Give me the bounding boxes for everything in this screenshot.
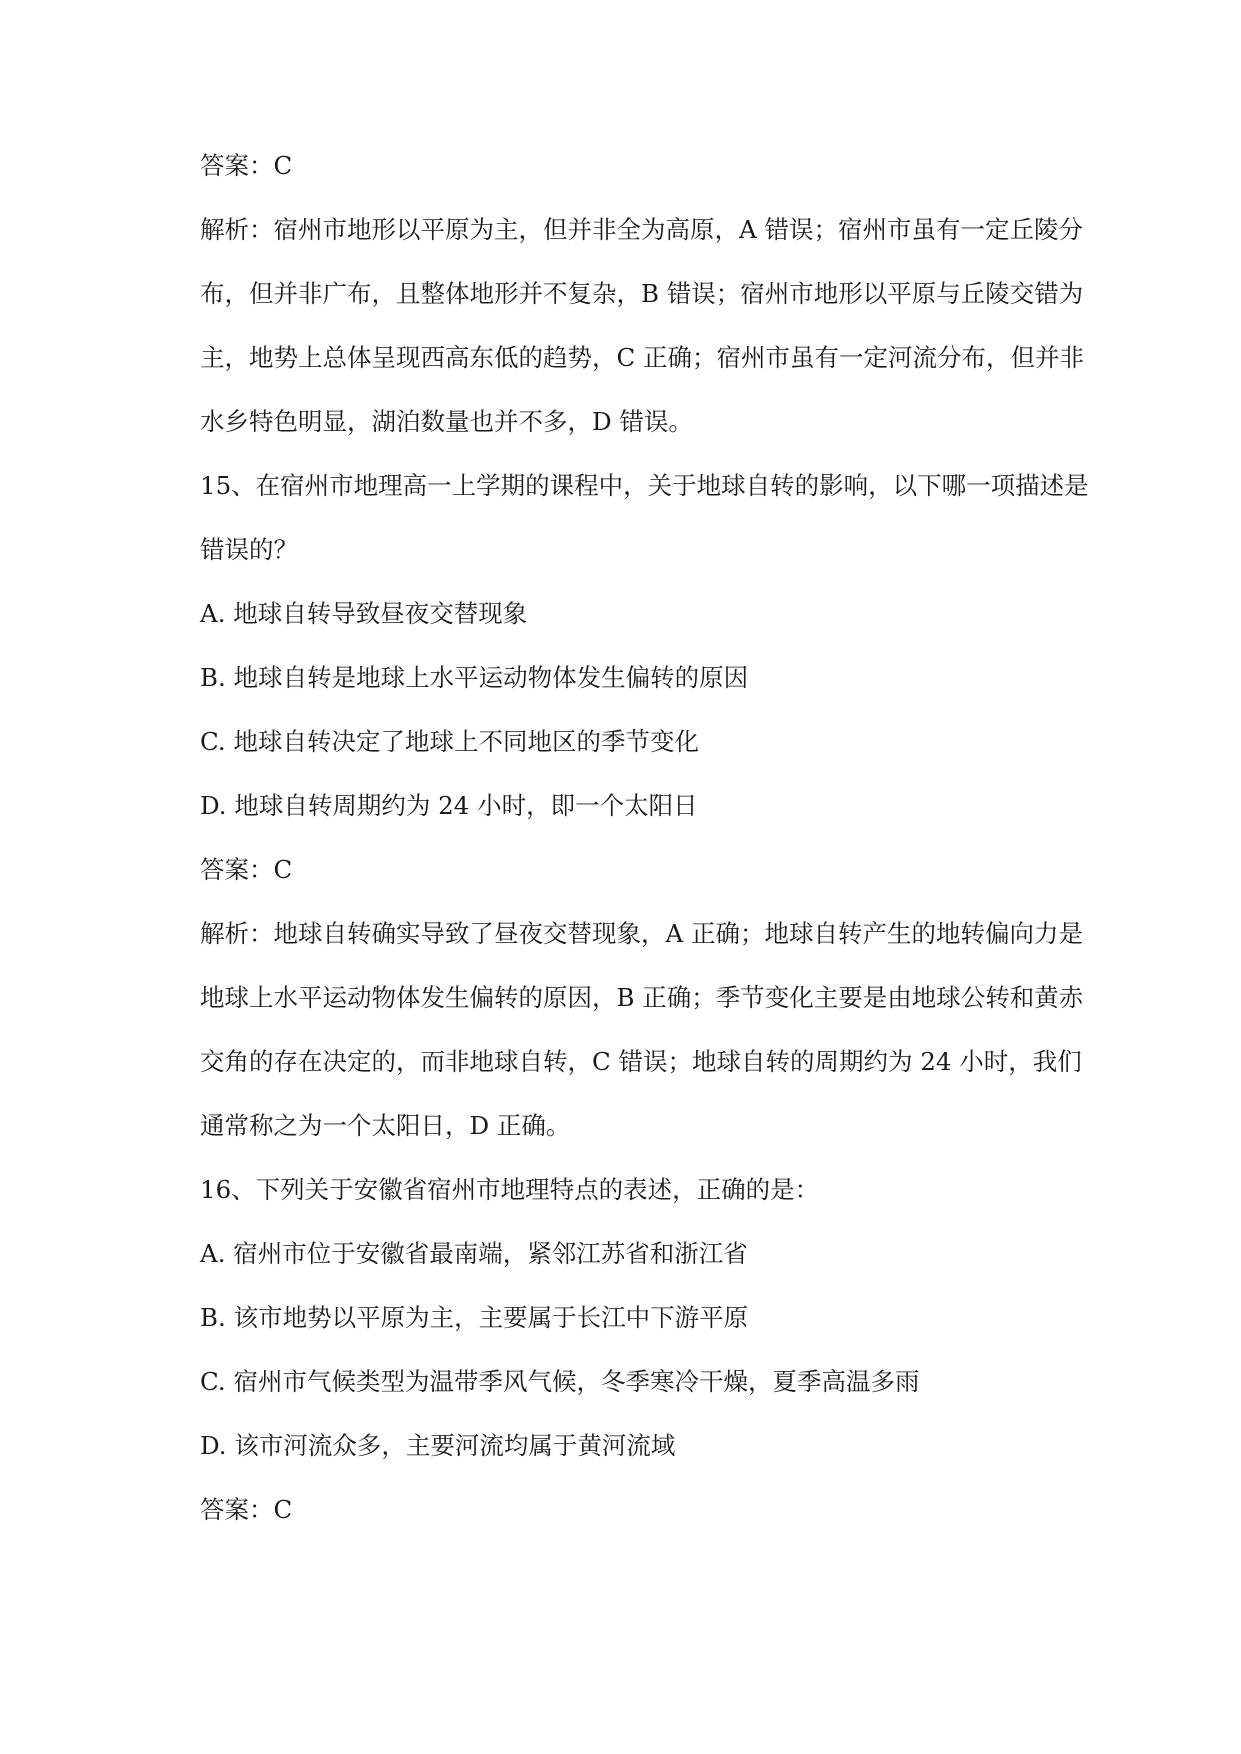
q15-analysis [200, 902, 1085, 1158]
q15-analysis-line: 通常称之为一个太阳日，D 正确。 [200, 1111, 571, 1140]
document-page [200, 134, 1089, 1542]
q14-analysis-line: 解析：宿州市地形以平原为主，但并非全为高原，A 错误；宿州市虽有一定丘陵分 [200, 215, 1083, 244]
q14-analysis-line: 水乡特色明显，湖泊数量也并不多，D 错误。 [200, 407, 693, 436]
q16-option-d: D. 该市河流众多，主要河流均属于黄河流域 [200, 1431, 676, 1460]
q15-option-d: D. 地球自转周期约为 24 小时，即一个太阳日 [200, 791, 698, 820]
q16-options [200, 1222, 1085, 1478]
q15-answer: 答案：C [200, 855, 293, 884]
q14-answer: 答案：C [200, 151, 293, 180]
q15-option-b: B. 地球自转是地球上水平运动物体发生偏转的原因 [200, 663, 749, 692]
q15-option-a: A. 地球自转导致昼夜交替现象 [200, 599, 528, 628]
q15-question-line: 15、在宿州市地理高一上学期的课程中，关于地球自转的影响，以下哪一项描述是 [200, 471, 1089, 500]
q15-analysis-line: 地球上水平运动物体发生偏转的原因，B 正确；季节变化主要是由地球公转和黄赤 [200, 983, 1084, 1012]
q16-option-a: A. 宿州市位于安徽省最南端，紧邻江苏省和浙江省 [200, 1239, 748, 1268]
q16-option-c: C. 宿州市气候类型为温带季风气候，冬季寒冷干燥，夏季高温多雨 [200, 1367, 920, 1396]
q15-question [200, 454, 1089, 582]
q15-option-c: C. 地球自转决定了地球上不同地区的季节变化 [200, 727, 699, 756]
q16-option-b: B. 该市地势以平原为主，主要属于长江中下游平原 [200, 1303, 749, 1332]
q14-analysis-line: 主，地势上总体呈现西高东低的趋势，C 正确；宿州市虽有一定河流分布，但并非 [200, 343, 1085, 372]
q14-analysis-line: 布，但并非广布，且整体地形并不复杂，B 错误；宿州市地形以平原与丘陵交错为 [200, 279, 1084, 308]
q16-answer: 答案：C [200, 1495, 293, 1524]
q15-analysis-line: 解析：地球自转确实导致了昼夜交替现象，A 正确；地球自转产生的地转偏向力是 [200, 919, 1083, 948]
q15-options [200, 582, 1085, 838]
q15-question-line: 错误的？ [200, 535, 298, 564]
q15-analysis-line: 交角的存在决定的，而非地球自转，C 错误；地球自转的周期约为 24 小时，我们 [200, 1047, 1082, 1076]
q14-analysis [200, 198, 1085, 454]
q16-question: 16、下列关于安徽省宿州市地理特点的表述，正确的是： [200, 1175, 820, 1204]
